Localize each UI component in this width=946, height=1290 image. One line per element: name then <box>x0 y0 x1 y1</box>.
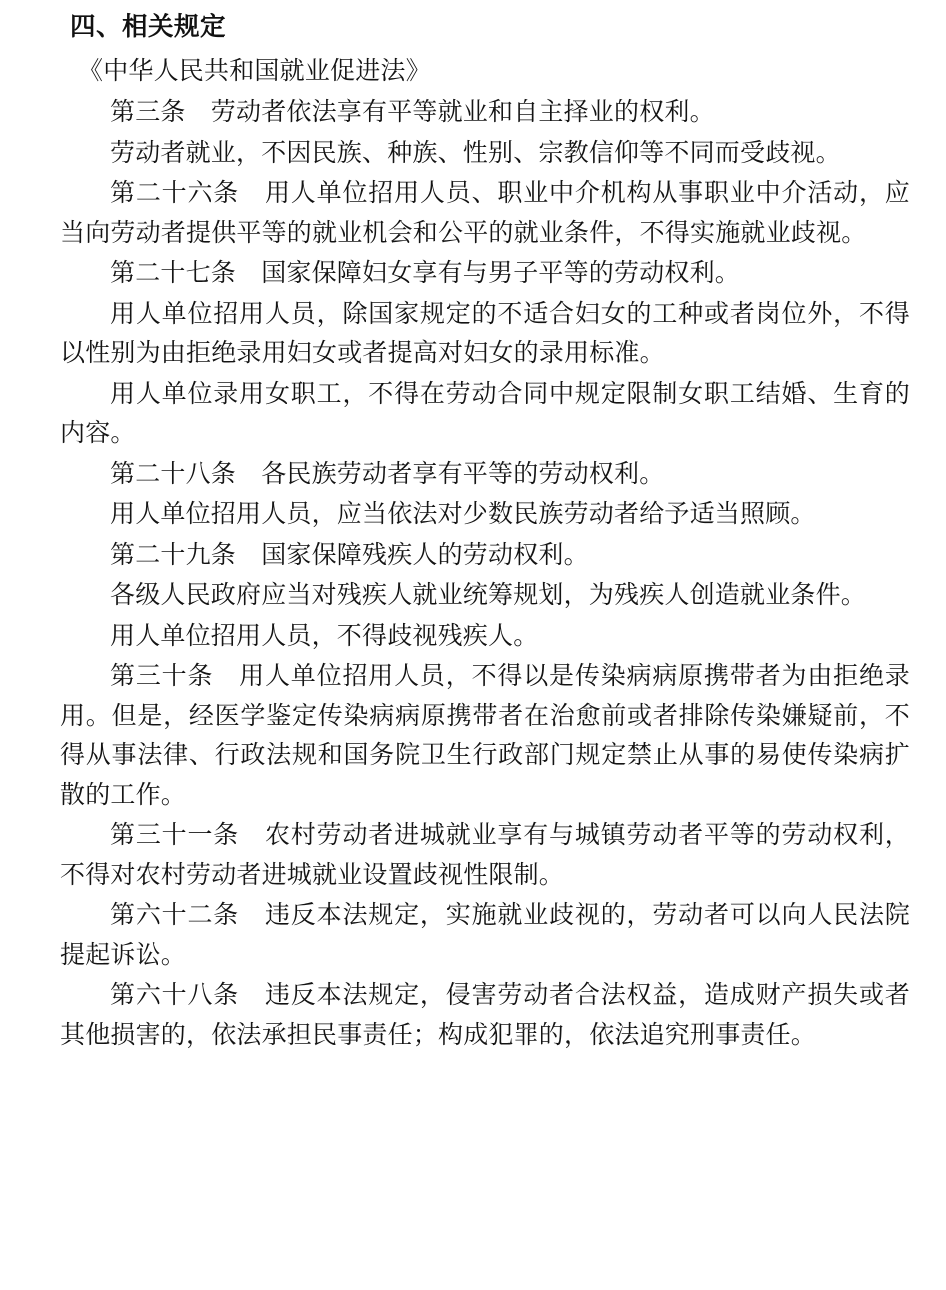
paragraph-article-3-clause-2: 劳动者就业，不因民族、种族、性别、宗教信仰等不同而受歧视。 <box>110 138 841 167</box>
paragraph-article-3: 第三条 劳动者依法享有平等就业和自主择业的权利。 <box>110 98 715 126</box>
paragraph-article-28: 第二十八条 各民族劳动者享有平等的劳动权利。 <box>110 459 665 488</box>
paragraph-article-29: 第二十九条 国家保障残疾人的劳动权利。 <box>110 540 589 569</box>
paragraph-article-30: 第三十条 用人单位招用人员，不得以是传染病病原携带者为由拒绝录用。但是，经医学鉴定传染病病原携带者在治愈前或者排除传染嫌疑前，不得从事法律、行政法规和国务院卫生行政部门规定禁止从事的易使传染病扩散的工作。 <box>60 662 910 809</box>
paragraph-article-29-clause-3: 用人单位招用人员，不得歧视残疾人。 <box>110 621 539 650</box>
paragraph-article-27-clause-3: 用人单位录用女职工，不得在劳动合同中规定限制女职工结婚、生育的内容。 <box>60 379 910 447</box>
paragraph-article-28-clause-2: 用人单位招用人员，应当依法对少数民族劳动者给予适当照顾。 <box>110 500 816 528</box>
paragraph-article-68: 第六十八条 违反本法规定，侵害劳动者合法权益，造成财产损失或者其他损害的，依法承担民事责任；构成犯罪的，依法追究刑事责任。 <box>60 981 910 1049</box>
paragraph-article-27: 第二十七条 国家保障妇女享有与男子平等的劳动权利。 <box>110 259 741 287</box>
law-title: 《中华人民共和国就业促进法》 <box>78 57 431 86</box>
paragraph-article-27-clause-2: 用人单位招用人员，除国家规定的不适合妇女的工种或者岗位外，不得以性别为由拒绝录用妇女或者提高对妇女的录用标准。 <box>60 299 910 367</box>
paragraph-article-31: 第三十一条 农村劳动者进城就业享有与城镇劳动者平等的劳动权利，不得对农村劳动者进城就业设置歧视性限制。 <box>60 821 910 889</box>
paragraph-article-62: 第六十二条 违反本法规定，实施就业歧视的，劳动者可以向人民法院提起诉讼。 <box>60 901 910 969</box>
paragraph-article-29-clause-2: 各级人民政府应当对残疾人就业统筹规划，为残疾人创造就业条件。 <box>110 581 867 609</box>
page-title: 四、相关规定 <box>70 13 227 41</box>
paragraph-article-26: 第二十六条 用人单位招用人员、职业中介机构从事职业中介活动，应当向劳动者提供平等的就业机会和公平的就业条件，不得实施就业歧视。 <box>60 179 910 247</box>
